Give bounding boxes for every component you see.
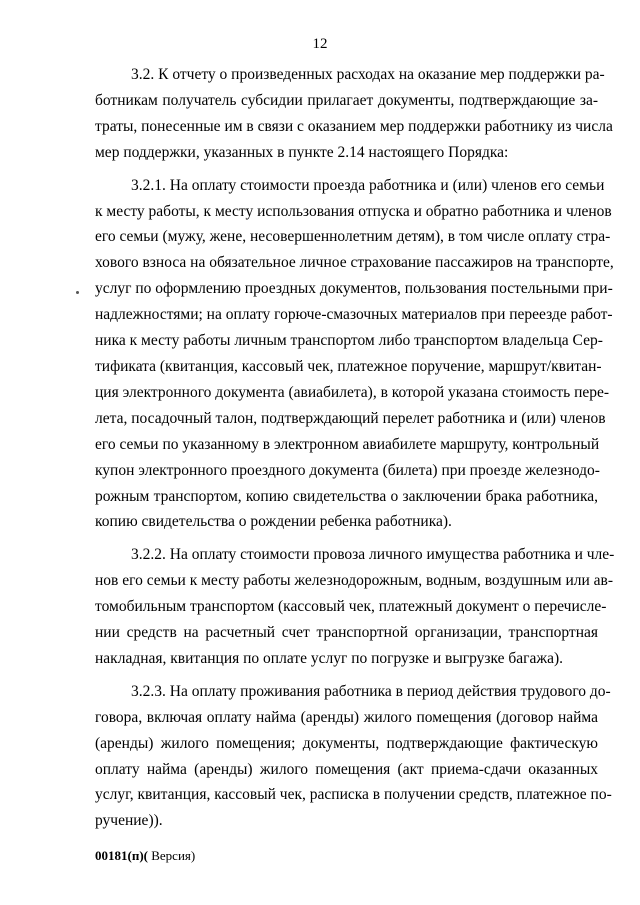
- text-line: ботникам получатель субсидии прилагает документы, подтверждающие за-: [95, 91, 598, 109]
- text-line: услуг, квитанция, кассовый чек, расписка в получении средств, платежное по-: [95, 786, 612, 804]
- text-line: лета, посадочный талон, подтверждающий перелет работника и (или) членов: [95, 409, 606, 427]
- text-line: к месту работы, к месту использования отпуска и обратно работника и членов: [95, 202, 612, 220]
- text-line: 3.2.1. На оплату стоимости проезда работника и (или) членов его семьи: [131, 176, 605, 194]
- text-line: 3.2. К отчету о произведенных расходах на оказание мер поддержки ра-: [131, 66, 605, 83]
- text-line: нов его семьи к месту работы железнодорожным, водным, воздушным или ав-: [95, 572, 614, 590]
- paragraph-3-2-3: [95, 679, 612, 834]
- page-number: 12: [312, 36, 328, 52]
- text-line: услуг по оформлению проездных документов, пользования постельными при-: [95, 280, 613, 298]
- paragraph-3-2-1: [95, 173, 614, 536]
- text-line: оплату найма (аренды) жилого помещения (акт приема-сдачи оказанных: [95, 760, 598, 778]
- text-line: надлежностями; на оплату горюче-смазочных материалов при переезде работ-: [95, 306, 613, 324]
- margin-mark: [76, 291, 79, 294]
- document-version: Версия): [147, 848, 196, 863]
- text-line: ция электронного документа (авиабилета), в которой указана стоимость пере-: [95, 383, 610, 401]
- text-line: томобильным транспортом (кассовый чек, платежный документ о перечисле-: [95, 598, 607, 616]
- text-line: ника к месту работы личным транспортом либо транспортом владельца Сер-: [95, 332, 603, 350]
- paragraph-3-2: [95, 62, 613, 166]
- text-line: рожным транспортом, копию свидетельства о заключении брака работника,: [95, 487, 598, 505]
- document-code-number: 00181(п)(: [95, 848, 148, 863]
- document-body: [95, 62, 615, 834]
- paragraph-3-2-2: [95, 542, 615, 672]
- text-line: копию свидетельства о рождении ребенка работника).: [95, 513, 452, 531]
- text-line: тификата (квитанция, кассовый чек, платежное поручение, маршрут/квитан-: [95, 357, 602, 375]
- text-line: ручение)).: [95, 812, 163, 830]
- text-line: траты, понесенные им в связи с оказанием мер поддержки работнику из числа: [95, 117, 613, 135]
- text-line: накладная, квитанция по оплате услуг по погрузке и выгрузке багажа).: [95, 649, 564, 667]
- text-line: (аренды) жилого помещения; документы, подтверждающие фактическую: [95, 734, 598, 752]
- text-line: нии средств на расчетный счет транспортной организации, транспортная: [95, 624, 598, 642]
- text-line: говора, включая оплату найма (аренды) жилого помещения (договор найма: [95, 708, 598, 726]
- document-code: [95, 848, 195, 864]
- text-line: его семьи по указанному в электронном авиабилете маршруту, контрольный: [95, 435, 600, 453]
- text-line: 3.2.2. На оплату стоимости провоза личного имущества работника и чле-: [131, 546, 615, 564]
- text-line: купон электронного проездного документа (билета) при проезде железнодо-: [95, 461, 600, 479]
- text-line: его семьи (мужу, жене, несовершеннолетним детям), в том числе оплату стра-: [95, 228, 611, 246]
- text-line: мер поддержки, указанных в пункте 2.14 настоящего Порядка:: [95, 143, 509, 161]
- text-line: хового взноса на обязательное личное страхование пассажиров на транспорте,: [95, 254, 614, 272]
- text-line: 3.2.3. На оплату проживания работника в период действия трудового до-: [131, 682, 611, 700]
